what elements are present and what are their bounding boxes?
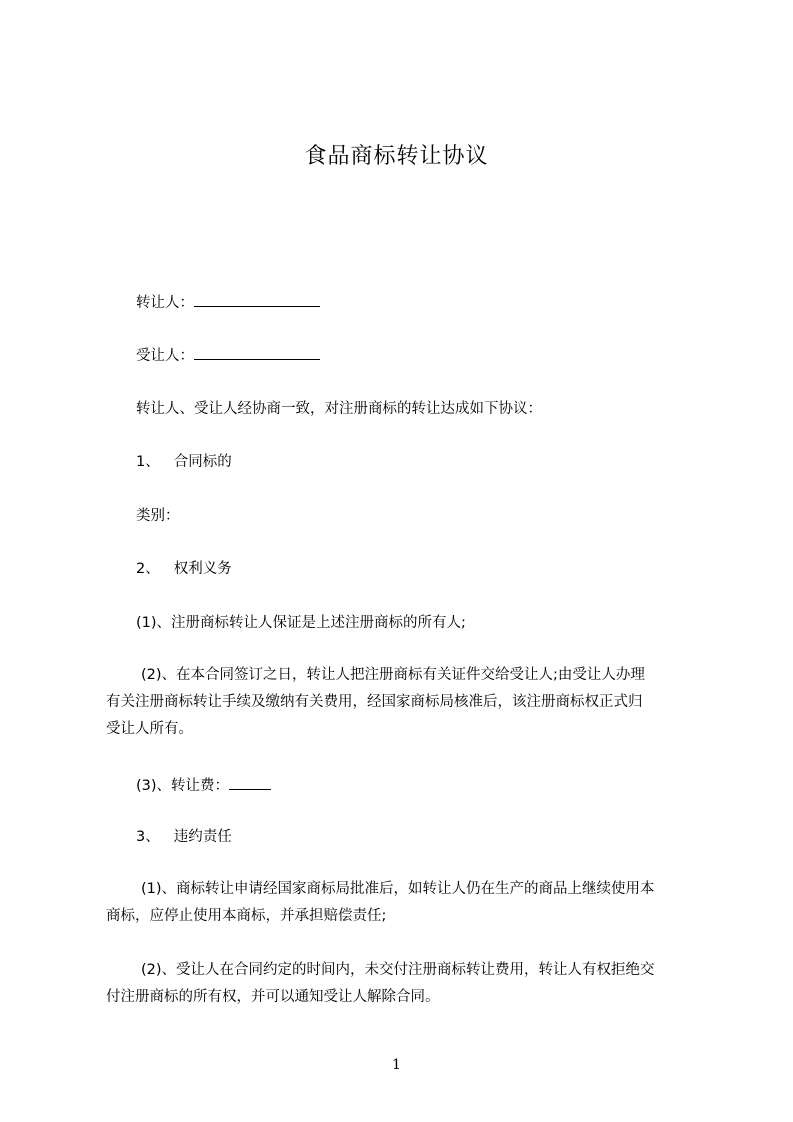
clause-3-2-line-2: 付注册商标的所有权，并可以通知受让人解除合同。 — [106, 989, 440, 1005]
category-label: 类别： — [136, 508, 180, 524]
transferor-label: 转让人： — [136, 295, 194, 311]
section-3-heading — [136, 827, 232, 847]
section-1-title: 合同标的 — [173, 454, 232, 470]
clause-3-1-line-1: (1)、商标转让申请经国家商标局批准后，如转让人仍在生产的商品上继续使用本 — [141, 881, 655, 897]
transferor-blank — [194, 291, 320, 307]
clause-2-2-line-3: 受让人所有。 — [106, 721, 193, 737]
section-3-number: 3、 — [136, 829, 160, 845]
clause-3-2-line-1: (2)、受让人在合同约定的时间内，未交付注册商标转让费用，转让人有权拒绝交 — [141, 962, 655, 978]
transfer-fee-label: (3)、转让费： — [136, 778, 230, 794]
section-1-number: 1、 — [136, 454, 160, 470]
section-2-title: 权利义务 — [173, 561, 232, 577]
clause-2-2-line-1: (2)、在本合同签订之日，转让人把注册商标有关证件交给受让人;由受让人办理 — [141, 667, 645, 683]
clause-2-1: (1)、注册商标转让人保证是上述注册商标的所有人; — [136, 615, 466, 631]
page-number: 1 — [392, 1057, 401, 1073]
section-2-heading — [136, 559, 232, 579]
transferee-label: 受让人： — [136, 348, 194, 364]
clause-2-2-line-2: 有关注册商标转让手续及缴纳有关费用，经国家商标局核准后，该注册商标权正式归 — [106, 694, 643, 710]
transferee-blank — [194, 344, 320, 360]
transferee-line — [136, 344, 320, 366]
intro-paragraph: 转让人、受让人经协商一致，对注册商标的转让达成如下协议： — [136, 401, 542, 417]
transferor-line — [136, 291, 320, 313]
section-2-number: 2、 — [136, 561, 160, 577]
clause-2-3 — [136, 774, 271, 796]
transfer-fee-blank — [229, 774, 271, 790]
clause-3-1-line-2: 商标，应停止使用本商标，并承担赔偿责任; — [106, 908, 387, 924]
section-1-heading — [136, 452, 232, 472]
section-3-title: 违约责任 — [173, 829, 232, 845]
document-title: 食品商标转让协议 — [304, 144, 489, 169]
